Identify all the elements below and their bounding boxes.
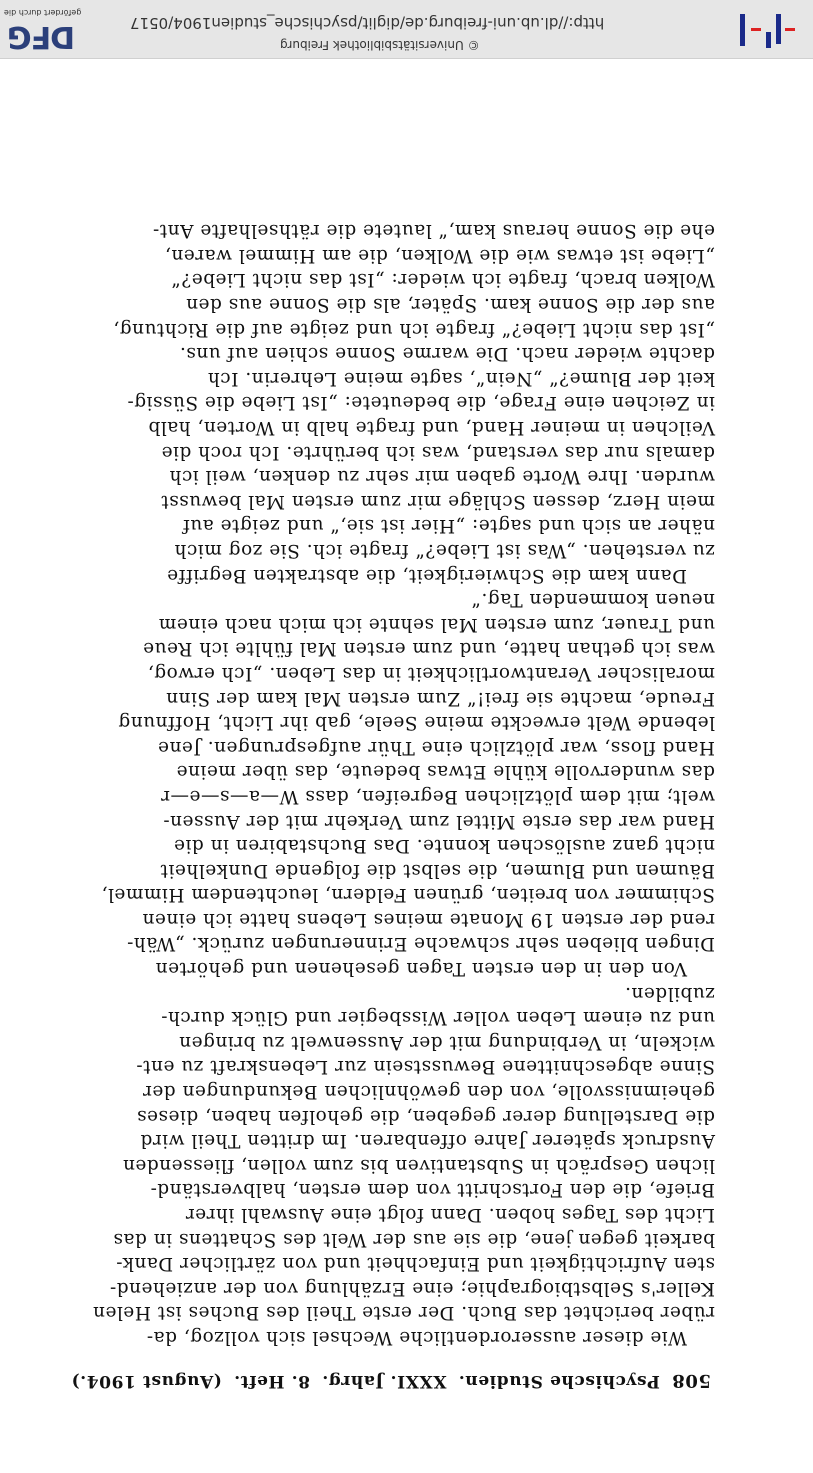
paragraph bbox=[73, 218, 743, 587]
text-line: die Darstellung derer gegeben, die geholfen haben, dieses bbox=[136, 1105, 715, 1127]
text-line: neuen kommenden Tag.“ bbox=[470, 589, 715, 611]
text-line: Freude, machte sie frei!“ Zum ersten Mal kam der Sinn bbox=[165, 687, 715, 709]
text-line: nicht ganz auslöschen konnte. Das Buchstabiren in die bbox=[173, 835, 715, 857]
text-line: Dann kam die Schwierigkeit, die abstrakten Begriffe bbox=[166, 564, 687, 586]
journal-title: Psychische Studien. bbox=[458, 1371, 660, 1391]
text-line: Bäumen und Blumen, die selbst die folgende Dunkelheit bbox=[160, 859, 715, 881]
text-line: keit der Blume?“ „Nein“, sagte meine Lehrerin. Ich bbox=[207, 367, 715, 389]
text-line: Licht des Tages hoben. Dann folgt eine Auswahl ihrer bbox=[185, 1204, 715, 1226]
text-line: rend der ersten 19 Monate meines Lebens hatte ich einen bbox=[142, 908, 715, 930]
text-line: Sinne abgeschnittene Bewusstsein zur Lebenskraft zu ent- bbox=[135, 1056, 715, 1078]
text-line: moralischer Verantwortlichkeit in das Leben. „Ich erwog, bbox=[147, 662, 715, 684]
journal-volume: XXXI. Jahrg. bbox=[321, 1371, 447, 1391]
footer-url[interactable]: http://dl.ub.uni-freiburg.de/diglit/psychische_studien1904/0517 bbox=[130, 14, 605, 32]
text-line: rüber berichtet das Buch. Der erste Theil des Buches ist Helen bbox=[92, 1302, 715, 1324]
page-number: 508 bbox=[671, 1370, 711, 1391]
text-line: das wundervolle kühle Etwas bedeute, das über meine bbox=[176, 761, 715, 783]
dfg-mark: DFG bbox=[8, 19, 76, 54]
running-head bbox=[71, 1370, 711, 1391]
text-line: in Zeichen eine Frage, die bedeutete: „Ist Liebe die Süssig- bbox=[127, 392, 715, 414]
dfg-logo bbox=[0, 8, 90, 54]
text-line: Keller's Selbstbiographie; eine Erzählung von der anziehend- bbox=[109, 1277, 715, 1299]
text-line: Ausdruck späterer Jahre offenbaren. Im dritten Theil wird bbox=[140, 1130, 715, 1152]
text-line: Hand floss, war plötzlich eine Thür aufgesprungen. Jene bbox=[157, 736, 715, 758]
text-line: Veilchen in meiner Hand, und fragte halb in Worten, halb bbox=[147, 417, 715, 439]
text-line: Schimmer von breiten, grünen Feldern, leuchtendem Himmel, bbox=[101, 884, 715, 906]
text-line: näher an sich und sagte: „Hier ist sie,“ und zeigte auf bbox=[182, 515, 715, 537]
text-line: barkeit gegen jene, die sie aus der Welt des Schattens in das bbox=[113, 1228, 715, 1250]
footer-copyright: © Universitätsbibliothek Freiburg bbox=[280, 38, 480, 52]
text-line: damals nur das verstand, was ich berührte. Ich roch die bbox=[161, 441, 715, 463]
text-line: Briefe, die den Fortschritt von dem ersten, halbverständ- bbox=[150, 1179, 715, 1201]
text-line: was ich gethan hatte, und zum ersten Mal fühlte ich Reue bbox=[142, 638, 715, 660]
body-text bbox=[73, 218, 743, 1349]
text-line: sten Aufrichtigkeit und Einfachheit und von zärtlicher Dank- bbox=[115, 1253, 715, 1275]
text-line: Von den in den ersten Tagen gesehenen und gehörten bbox=[155, 958, 687, 980]
text-line: welt; mit dem plötzlichen Begreifen, dass W—a—s—e—r bbox=[160, 785, 715, 807]
dfg-caption: gefördert durch die bbox=[4, 8, 82, 17]
paragraph bbox=[73, 980, 743, 1349]
paragraph bbox=[73, 587, 743, 981]
text-line: „Ist das nicht Liebe?“ fragte ich und zeigte auf die Richtung, bbox=[112, 318, 715, 340]
text-line: ehe die Sonne heraus kam,“ lautete die räthselhafte Ant- bbox=[152, 220, 715, 242]
text-line: Wolken brach, fragte ich wieder: „Ist das nicht Liebe?“ bbox=[170, 269, 715, 291]
journal-issue: 8. Heft. bbox=[233, 1371, 311, 1391]
ub-freiburg-logo-icon bbox=[729, 10, 795, 50]
text-line: zubilden. bbox=[624, 982, 715, 1004]
text-line: lebende Welt erweckte meine Seele, gab ihr Licht, Hoffnung bbox=[117, 712, 715, 734]
text-line: mein Herz, dessen Schläge mir zum ersten Mal bewusst bbox=[160, 490, 715, 512]
text-line: Dingen blieben sehr schwache Erinnerungen zurück. „Wäh- bbox=[126, 933, 715, 955]
text-line: und Trauer, zum ersten Mal sehnte ich mich nach einem bbox=[158, 613, 715, 635]
text-line: wurden. Ihre Worte gaben mir sehr zu denken, weil ich bbox=[169, 466, 715, 488]
text-line: „Liebe ist etwas wie die Wolken, die am Himmel waren, bbox=[164, 244, 715, 266]
text-line: geheimnissvolle, von den gewöhnlichen Bekundungen der bbox=[142, 1081, 715, 1103]
text-line: und zu einem Leben voller Wissbegier und Glück durch- bbox=[160, 1007, 715, 1029]
text-line: Wie dieser ausserordentliche Wechsel sich vollzog, da- bbox=[146, 1327, 687, 1348]
text-line: lichen Gespräch in Substantiven bis zum vollen, fliessenden bbox=[122, 1154, 715, 1176]
footer-bar bbox=[0, 0, 813, 59]
text-line: Hand war das erste Mittel zum Verkehr mit der Aussen- bbox=[162, 810, 715, 832]
text-line: wickeln, in Verbindung mit der Aussenwelt zu bringen bbox=[178, 1031, 715, 1053]
journal-date: (August 1904.) bbox=[71, 1371, 222, 1391]
text-line: aus der die Sonne kam. Später, als die Sonne aus den bbox=[185, 294, 715, 316]
text-line: zu verstehen. „Was ist Liebe?“ fragte ich. Sie zog mich bbox=[174, 540, 715, 561]
text-line: dachte wieder nach. Die warme Sonne schien auf uns. bbox=[179, 343, 715, 365]
